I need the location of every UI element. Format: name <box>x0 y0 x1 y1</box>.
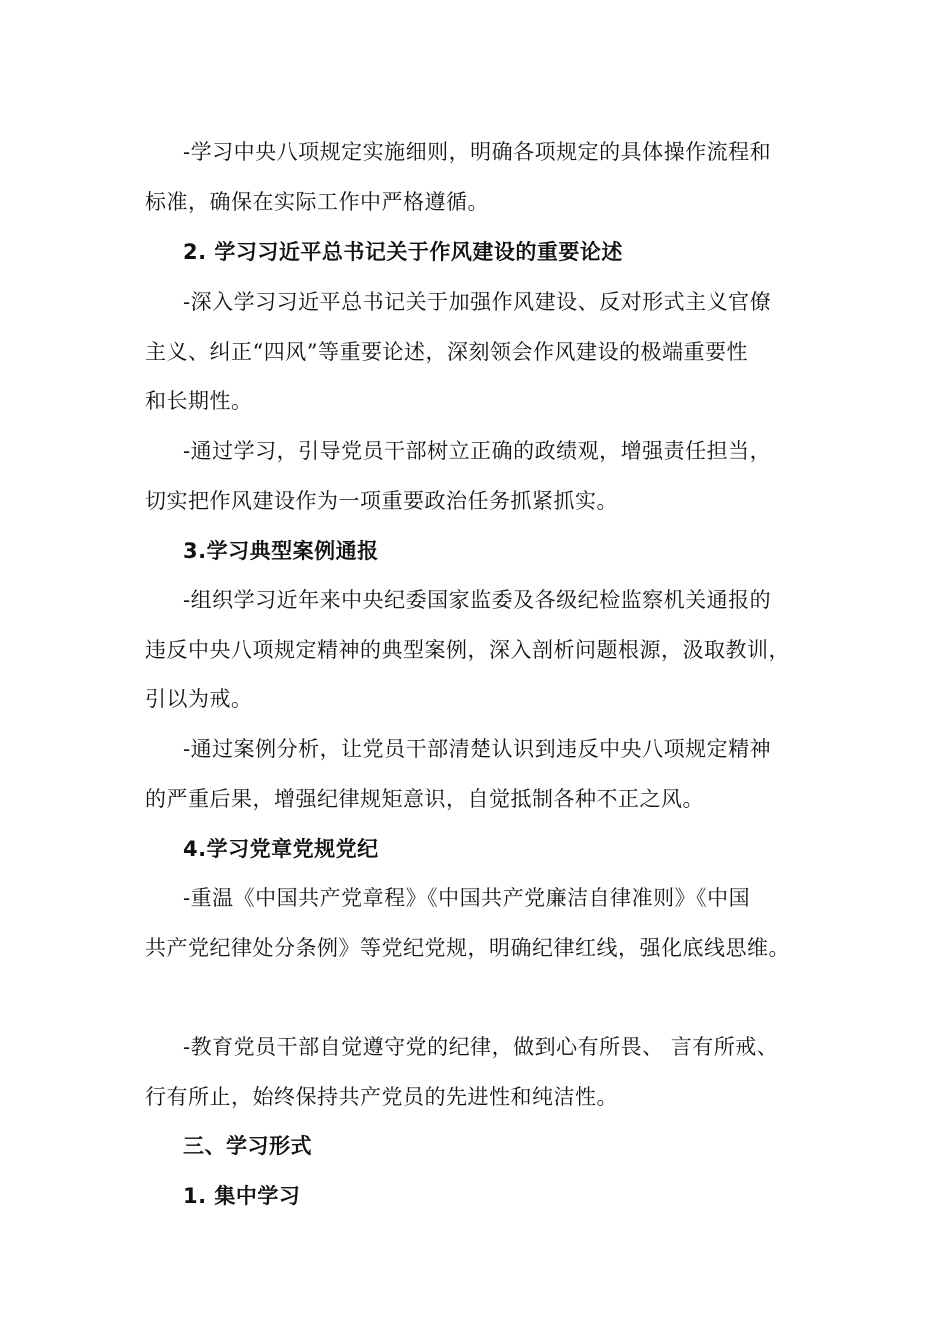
paragraph-line: -通过学习，引导党员干部树立正确的政绩观，增强责任担当， <box>183 439 772 463</box>
paragraph-line: 共产党纪律处分条例》等党纪党规，明确纪律红线，强化底线思维。 <box>145 936 790 960</box>
section-heading: 4.学习党章党规党纪 <box>183 837 379 861</box>
paragraph-line: -重温《中国共产党章程》《中国共产党廉洁自律准则》《中国 <box>183 886 751 910</box>
section-heading: 1. 集中学习 <box>183 1184 301 1208</box>
paragraph-line: -通过案例分析，让党员干部清楚认识到违反中央八项规定精神 <box>183 737 772 761</box>
paragraph-line: 的严重后果，增强纪律规矩意识，自觉抵制各种不正之风。 <box>145 787 704 811</box>
paragraph-line: -深入学习习近平总书记关于加强作风建设、反对形式主义官僚 <box>183 290 772 314</box>
paragraph-line: -组织学习近年来中央纪委国家监委及各级纪检监察机关通报的 <box>183 588 772 612</box>
section-heading: 三、学习形式 <box>183 1134 312 1158</box>
paragraph-line: 标准，确保在实际工作中严格遵循。 <box>145 190 489 214</box>
paragraph-line: 行有所止，始终保持共产党员的先进性和纯洁性。 <box>145 1085 618 1109</box>
paragraph-line: 引以为戒。 <box>145 687 253 711</box>
paragraph-line: 切实把作风建设作为一项重要政治任务抓紧抓实。 <box>145 489 618 513</box>
section-heading: 2. 学习习近平总书记关于作风建设的重要论述 <box>183 240 623 264</box>
paragraph-line: -教育党员干部自觉遵守党的纪律，做到心有所畏、 言有所戒、 <box>183 1035 779 1059</box>
paragraph-line: 和长期性。 <box>145 389 253 413</box>
section-heading: 3.学习典型案例通报 <box>183 539 379 563</box>
paragraph-line: 违反中央八项规定精神的典型案例，深入剖析问题根源，汲取教训， <box>145 638 790 662</box>
paragraph-line: -学习中央八项规定实施细则，明确各项规定的具体操作流程和 <box>183 140 772 164</box>
paragraph-line: 主义、纠正“四风”等重要论述，深刻领会作风建设的极端重要性 <box>145 340 748 364</box>
